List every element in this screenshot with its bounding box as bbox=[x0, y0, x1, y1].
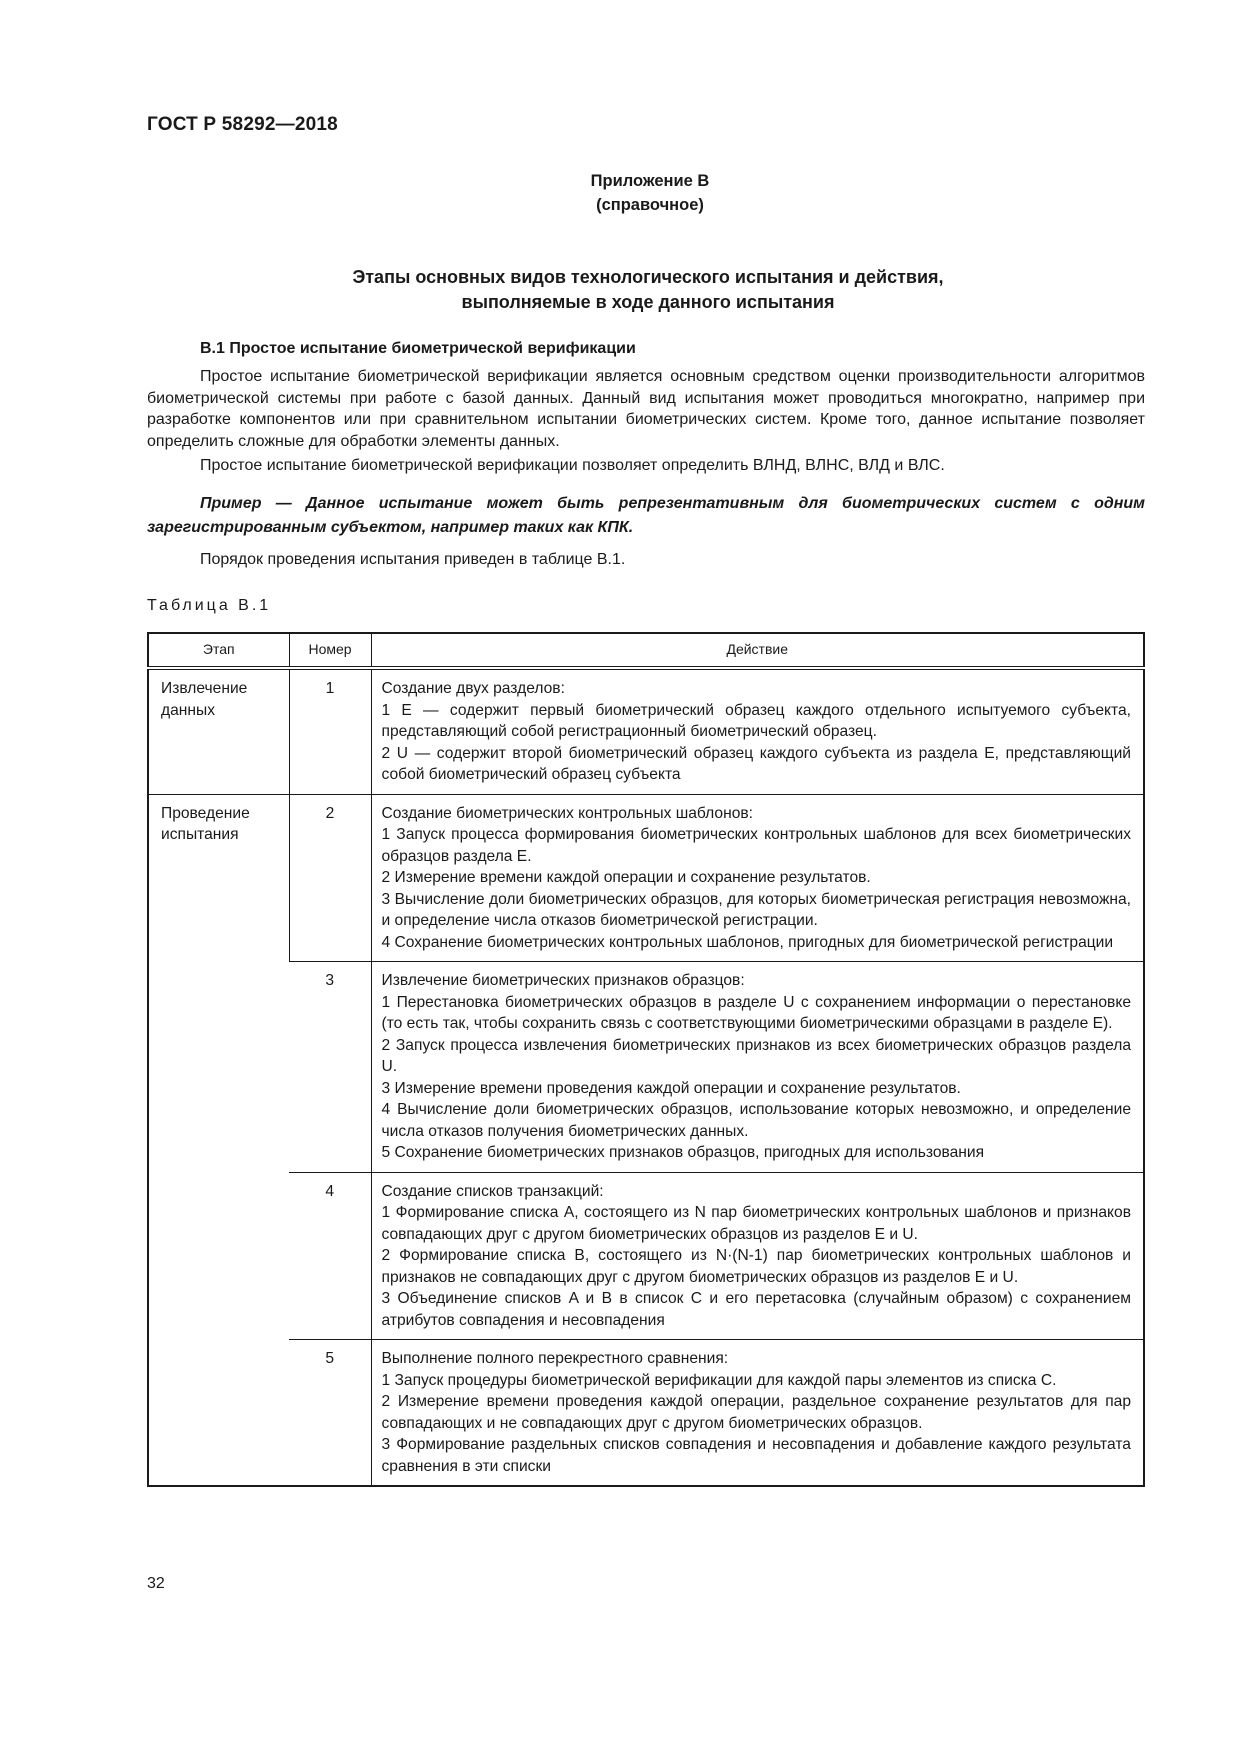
action-line: 3 Формирование раздельных списков совпадения и несовпадения и добавление каждого результата сравнения в эти списки bbox=[381, 1436, 1131, 1475]
action-line: 2 Формирование списка B, состоящего из N·(N-1) пар биометрических контрольных шаблонов и признаков не совпадающих друг с другом биометрических образцов из разделов E и U. bbox=[381, 1247, 1131, 1286]
action-cell bbox=[371, 962, 1144, 1173]
action-cell bbox=[371, 794, 1144, 962]
action-line: 1 Формирование списка A, состоящего из N пар биометрических контрольных шаблонов и признаков совпадающих друг с другом биометрических образцов из разделов E и U. bbox=[381, 1204, 1131, 1243]
number-cell: 5 bbox=[289, 1340, 371, 1487]
action-line: 2 Запуск процесса извлечения биометрических признаков из всех биометрических образцов раздела U. bbox=[381, 1036, 1131, 1075]
action-line: 3 Вычисление доли биометрических образцов, для которых биометрическая регистрация невозможна, и определение числа отказов биометрической регистрации. bbox=[381, 890, 1131, 929]
section-heading: В.1 Простое испытание биометрической верификации bbox=[200, 340, 636, 357]
paragraph-2 bbox=[147, 455, 1145, 477]
stages-table bbox=[147, 632, 1145, 1487]
action-cell bbox=[371, 668, 1144, 794]
paragraph-3-text: Порядок проведения испытания приведен в таблице В.1. bbox=[200, 551, 626, 568]
paragraph-3 bbox=[147, 549, 1145, 571]
action-line: 4 Вычисление доли биометрических образцов, использование которых невозможно, и определение числа отказов получения биометрических данных. bbox=[381, 1101, 1131, 1140]
example-note bbox=[147, 492, 1145, 540]
table-row bbox=[148, 962, 1144, 1173]
appendix-label: Приложение В bbox=[590, 172, 710, 190]
action-line: 4 Сохранение биометрических контрольных шаблонов, пригодных для биометрической регистрации bbox=[381, 933, 1114, 951]
example-text: Пример — Данное испытание может быть репрезентативным для биометрических систем с одним зарегистрированным субъектом, например таких как КПК. bbox=[147, 495, 1145, 536]
number-cell: 1 bbox=[289, 668, 371, 794]
action-line: 3 Объединение списков A и B в список C и его перетасовка (случайным образом) с сохранением атрибутов совпадения и несовпадения bbox=[381, 1290, 1131, 1329]
action-line: Создание двух разделов: bbox=[381, 680, 565, 697]
action-line: Извлечение биометрических признаков образцов: bbox=[381, 972, 745, 989]
action-line: Создание списков транзакций: bbox=[381, 1182, 604, 1200]
paragraph-2-text: Простое испытание биометрической верификации позволяет определить ВЛНД, ВЛНС, ВЛД и ВЛС. bbox=[200, 457, 945, 474]
table-caption: Таблица В.1 bbox=[147, 597, 272, 614]
action-line: 2 Измерение времени проведения каждой операции, раздельное сохранение результатов для пар совпадающих и не совпадающих друг с другом биометрических образцов. bbox=[381, 1393, 1131, 1432]
stage-cell: Проведение испытания bbox=[148, 794, 289, 1486]
action-line: 3 Измерение времени проведения каждой операции и сохранение результатов. bbox=[381, 1079, 961, 1097]
stage-cell: Извлечение данных bbox=[161, 680, 248, 719]
action-line: 1 E — содержит первый биометрический образец каждого отдельного испытуемого субъекта, представляющий собой регистрационный биометрический образец. bbox=[381, 701, 1131, 740]
header-number: Номер bbox=[289, 633, 371, 668]
action-line: 1 Запуск процесса формирования биометрических контрольных шаблонов для всех биометрических образцов раздела E. bbox=[381, 826, 1131, 865]
action-line: 2 U — содержит второй биометрический образец каждого субъекта из раздела E, представляющий собой биометрический образец субъекта bbox=[381, 744, 1131, 783]
action-line: 1 Запуск процедуры биометрической верификации для каждой пары элементов из списка C. bbox=[381, 1371, 1057, 1389]
paragraph-1 bbox=[147, 366, 1145, 452]
table-row bbox=[148, 668, 1144, 794]
number-cell: 3 bbox=[289, 962, 371, 1173]
title-line-1: Этапы основных видов технологического испытания и действия, bbox=[352, 267, 944, 287]
table-row bbox=[148, 1340, 1144, 1487]
action-line: Выполнение полного перекрестного сравнения: bbox=[381, 1350, 729, 1367]
appendix-type: (справочное) bbox=[596, 196, 704, 214]
action-line: 2 Измерение времени каждой операции и сохранение результатов. bbox=[381, 869, 871, 886]
action-line: Создание биометрических контрольных шаблонов: bbox=[381, 804, 753, 822]
number-cell: 2 bbox=[289, 794, 371, 962]
action-cell bbox=[371, 1340, 1144, 1487]
action-cell bbox=[371, 1172, 1144, 1340]
header-stage: Этап bbox=[148, 633, 289, 668]
table-row bbox=[148, 794, 1144, 962]
document-header: ГОСТ Р 58292—2018 bbox=[147, 114, 338, 135]
title-line-2: выполняемые в ходе данного испытания bbox=[461, 292, 835, 312]
action-line: 1 Перестановка биометрических образцов в разделе U с сохранением информации о перестановке (то есть так, чтобы сохранить связь с соответствующими биометрическими образцами в разделе E). bbox=[381, 993, 1131, 1032]
table-header-row bbox=[148, 633, 1144, 668]
page-number: 32 bbox=[147, 1575, 165, 1592]
paragraph-1-text: Простое испытание биометрической верификации является основным средством оценки производительности алгоритмов биометрической системы при работе с базой данных. Данный вид испытания может проводиться многократно, например при разработке компонентов или при сравнительном испытании биометрических систем. Кроме того, данное испытание позволяет определить сложные для обработки элементы данных. bbox=[147, 368, 1145, 450]
appendix-title bbox=[0, 265, 1240, 315]
action-line: 5 Сохранение биометрических признаков образцов, пригодных для использования bbox=[381, 1144, 985, 1161]
header-action: Действие bbox=[371, 633, 1144, 668]
number-cell: 4 bbox=[289, 1172, 371, 1340]
table-row bbox=[148, 1172, 1144, 1340]
